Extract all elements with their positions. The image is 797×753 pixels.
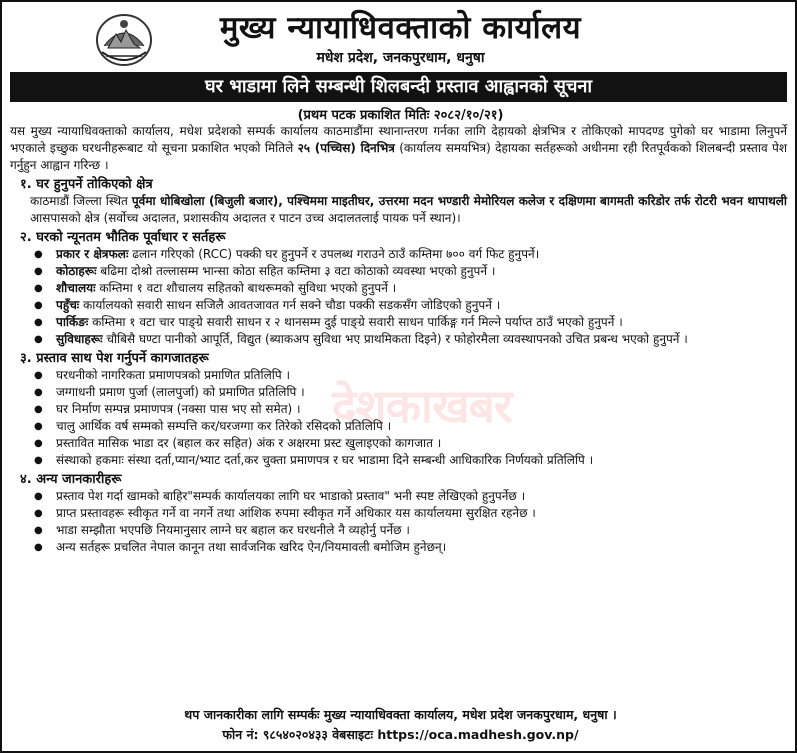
list-item: ● चालु आर्थिक वर्ष सम्मको सम्पत्ति कर/घरजग्गा कर तिरेको रसिदको प्रतिलिपि ।: [30, 418, 787, 435]
item-text: कार्यालयको सवारी साधन सजिलै आवतजावत गर्न सक्ने चौडा पक्की सडकसँग जोडिएको हुनुपर्ने ।: [79, 298, 501, 312]
list-item: [30, 263, 787, 280]
list-item: [30, 280, 787, 297]
intro-paragraph: [10, 123, 787, 174]
office-address: मधेश प्रदेश, जनकपुरधाम, धनुषा: [316, 50, 485, 66]
item-text: चौबिसै घण्टा पानीको आपूर्ति, विद्युत (ब्याकअप सुविधा भए प्राथमिकता दिइने) र फोहोरमैला व्यवस्थापनको उचित प्रबन्ध भएको हुनुपर्ने ।: [102, 332, 688, 346]
section-4-heading: ४. अन्य जानकारीहरू: [20, 472, 122, 487]
intro-text-1: यस मुख्य न्यायाधिवक्ताको कार्यालय, मधेश प्रदेशको सम्पर्क कार्यालय काठमाडौंमा स्थानान्तरण गर्नका लागि देहायको क्षेत्रभित्र र तोकिएको मापदण्ड पुगेको घर भाडामा लिनुपर्ने भएकाले इच्छुक घरधनीहरूबाट यो सूचना प्रकाशित भएको मितिले: [10, 124, 787, 155]
watermark-text: देशकाखबर: [332, 379, 512, 433]
intro-deadline: २५ (पच्चिस) दिनभित्र: [297, 141, 395, 155]
list-item: [30, 297, 787, 314]
item-text: बढिमा दोश्रो तल्लासम्म भान्सा कोठा सहित कम्तिमा ३ वटा कोठाको व्यवस्था भएको हुनुपर्ने ।: [96, 264, 496, 278]
item-label: शौचालयः: [56, 281, 96, 295]
section-1-text-a: काठमाडौं जिल्ला स्थित: [30, 194, 132, 208]
list-item: [30, 331, 787, 348]
contact-line: थप जानकारीका लागि सम्पर्कः मुख्य न्यायाधिवक्ता कार्यालय, मधेश प्रदेश जनकपुरधाम, धनुषा ।: [184, 707, 617, 722]
list-item: ● जग्गाधनी प्रमाण पुर्जा (लालपुर्जा) को प्रमाणित प्रतिलिपि ।: [30, 384, 787, 401]
list-item: ● प्राप्त प्रस्तावहरू स्वीकृत गर्ने वा नगर्ने तथा आंशिक रुपमा स्वीकृत गर्ने अधिकार यस कार्यालयमा सुरक्षित रहनेछ ।: [30, 505, 787, 522]
item-label: पार्किङः: [56, 315, 89, 329]
list-item: ● प्रस्तावित मासिक भाडा दर (बहाल कर सहित) अंक र अक्षरमा प्रस्ट खुलाइएको कागजात ।: [30, 435, 787, 452]
item-label: प्रकार र क्षेत्रफलः: [56, 247, 129, 261]
section-1-heading: १. घर हुनुपर्ने तोकिएको क्षेत्र: [20, 177, 153, 192]
list-item: ● अन्य सर्तहरू प्रचलित नेपाल कानून तथा सार्वजनिक खरिद ऐन/नियमावली बमोजिम हुनेछन्।: [30, 539, 787, 556]
section-3-heading: ३. प्रस्ताव साथ पेश गर्नुपर्ने कागजातहरू: [20, 351, 209, 366]
list-item: ● भाडा सम्झौता भएपछि नियमानुसार लाग्ने घर बहाल कर घरधनीले नै व्यहोर्नु पर्नेछ ।: [30, 522, 787, 539]
section-2-heading: २. घरको न्यूनतम भौतिक पूर्वाधार र सर्तहरू: [20, 230, 226, 245]
item-label: सुविधाहरूः: [56, 332, 103, 346]
section-1-text-b: आसपासको क्षेत्र (सर्वोच्च अदालत, प्रशासकीय अदालत र पाटन उच्च अदालतलाई पायक पर्ने स्थान)।: [30, 211, 461, 225]
section-4-list: [10, 488, 787, 556]
section-2-list: [10, 246, 787, 348]
list-item: [30, 314, 787, 331]
section-3-list: [10, 367, 787, 469]
item-label: कोठाहरूः: [56, 264, 97, 278]
publish-date: (प्रथम पटक प्रकाशित मितिः २०८२/१०/२१): [297, 108, 504, 123]
phone-website-line: फोन नं: ९८५४०२०४३३ वेबसाइटः https://oca.madhesh.gov.np/: [222, 727, 579, 742]
list-item: ● संस्थाको हकमाः संस्था दर्ता,प्यान/भ्याट दर्ता,कर चुक्ता प्रमाणपत्र र घर भाडामा दिने सम्बन्धी आधिकारिक निर्णयको प्रतिलिपि ।: [30, 452, 787, 469]
intro-text-2: (कार्यालय समयभित्र) देहायका सर्तहरूको अधीनमा रही रितपूर्वकको शिलबन्दी प्रस्ताव पेश गर्नुहुन आह्वान गरिन्छ ।: [10, 141, 787, 172]
list-item: ● घरधनीको नागरिकता प्रमाणपत्रको प्रमाणित प्रतिलिपि ।: [30, 367, 787, 384]
office-title: मुख्य न्यायाधिवक्ताको कार्यालय: [219, 10, 582, 46]
list-item: [30, 246, 787, 263]
list-item: ● प्रस्ताव पेश गर्दा खामको बाहिर"सम्पर्क कार्यालयका लागि घर भाडाको प्रस्ताव" भनी स्पष्ट लेखिएको हुनुपर्नेछ ।: [30, 488, 787, 505]
section-1-text: [30, 193, 787, 227]
item-label: पहुँचः: [56, 298, 80, 312]
item-text: ढलान गरिएको (RCC) पक्की घर हुनुपर्ने र उपलब्ध गराउने ठाउँ कम्तिमा ७०० वर्ग फिट हुनुपर्ने।: [128, 247, 540, 261]
item-text: कम्तिमा १ वटा चार पाङ्ग्रे सवारी साधन र २ थानसम्म दुई पाङ्ग्रे सवारी साधन पार्किङ्ग गर्न मिल्ने पर्याप्त ठाउँ भएको हुनुपर्ने ।: [88, 315, 623, 329]
item-text: कम्तिमा १ वटा शौचालय सहितको बाथरूमको सुविधा भएको हुनुपर्ने ।: [95, 281, 397, 295]
list-item: ● घर निर्माण सम्पन्न प्रमाणपत्र (नक्सा पास भए सो समेत) ।: [30, 401, 787, 418]
notice-banner: घर भाडामा लिने सम्बन्धी शिलबन्दी प्रस्ताव आह्वानको सूचना: [10, 72, 787, 102]
section-1-area: पूर्वमा धोबिखोला (बिजुली बजार), पश्चिममा माइतीघर, उत्तरमा मदन भण्डारी मेमोरियल कलेज र दक्षिणमा बागमती करिडोर तर्फ रोटरी भवन थापाथली: [131, 194, 787, 208]
notice-body: [10, 123, 787, 556]
